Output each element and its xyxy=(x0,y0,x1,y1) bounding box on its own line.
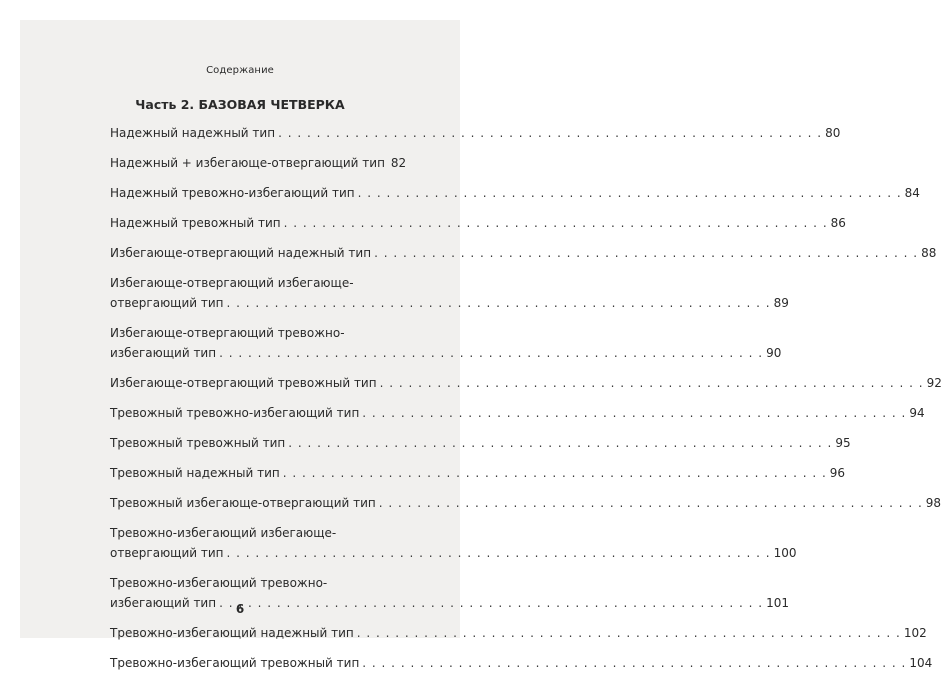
toc-page-number: 86 xyxy=(830,216,846,230)
toc-entry xyxy=(110,373,942,393)
toc-entry xyxy=(110,653,933,673)
toc-page-number: 101 xyxy=(766,596,790,610)
dot-leader xyxy=(283,463,827,483)
toc-entry-title-line: Тревожно-избегающий тревожно- xyxy=(110,576,328,590)
toc-entry-title: Тревожно-избегающий надежный тип xyxy=(110,626,354,640)
toc-entry-title: Надежный тревожный тип xyxy=(110,216,281,230)
toc-entry-title: Тревожный тревожный тип xyxy=(110,436,286,450)
toc-page-number: 84 xyxy=(904,186,920,200)
toc-entry xyxy=(110,213,846,233)
toc-entry xyxy=(110,183,920,203)
toc-entry-title: отвергающий тип xyxy=(110,296,224,310)
dot-leader xyxy=(374,243,918,263)
toc-page-number: 82 xyxy=(390,156,407,170)
toc-entry-title: Избегающе-отвергающий надежный тип xyxy=(110,246,372,260)
toc-entry-title: Тревожно-избегающий тревожный тип xyxy=(110,656,360,670)
toc-page-number: 89 xyxy=(773,296,789,310)
toc-entry xyxy=(110,433,851,453)
page-number: 6 xyxy=(235,602,245,616)
toc-entry xyxy=(110,243,937,263)
toc-page-number: 92 xyxy=(926,376,942,390)
toc-entry xyxy=(110,493,942,513)
dot-leader xyxy=(380,373,924,393)
toc-entry xyxy=(110,273,789,313)
book-page xyxy=(20,20,942,670)
toc-page-number: 104 xyxy=(909,656,933,670)
dot-leader xyxy=(358,183,902,203)
part-title: Часть 2. БАЗОВАЯ ЧЕТВЕРКА xyxy=(135,97,345,112)
toc-page-number: 88 xyxy=(921,246,937,260)
toc-entry-title-line: Избегающе-отвергающий тревожно- xyxy=(110,326,345,340)
toc-entry-title: Надежный + избегающе-отвергающий тип xyxy=(110,156,385,170)
toc-entry-title-line: Избегающе-отвергающий избегающе- xyxy=(110,276,354,290)
dot-leader xyxy=(362,403,906,423)
table-of-contents xyxy=(110,123,942,683)
toc-entry xyxy=(110,523,797,563)
toc-page-number: 98 xyxy=(925,496,942,510)
toc-entry-title: Надежный тревожно-избегающий тип xyxy=(110,186,355,200)
dot-leader xyxy=(357,623,901,643)
toc-entry xyxy=(110,403,925,423)
toc-entry-title: избегающий тип xyxy=(110,596,217,610)
toc-page-number: 94 xyxy=(909,406,925,420)
toc-entry-title: Избегающе-отвергающий тревожный тип xyxy=(110,376,377,390)
dot-leader xyxy=(278,123,822,143)
toc-entry-title: Тревожный тревожно-избегающий тип xyxy=(110,406,360,420)
dot-leader xyxy=(284,213,828,233)
dot-leader xyxy=(219,343,763,363)
toc-entry-title: Тревожный избегающе-отвергающий тип xyxy=(110,496,376,510)
toc-entry xyxy=(110,463,846,483)
toc-page-number: 95 xyxy=(835,436,851,450)
toc-page-number: 96 xyxy=(829,466,846,480)
toc-page-number: 102 xyxy=(903,626,927,640)
toc-entry xyxy=(110,123,841,143)
toc-entry-title: избегающий тип xyxy=(110,346,217,360)
dot-leader xyxy=(362,653,906,673)
toc-entry xyxy=(110,323,782,363)
toc-entry-title-line: Тревожно-избегающий избегающе- xyxy=(110,526,337,540)
toc-entry-title: Тревожный надежный тип xyxy=(110,466,280,480)
toc-entry xyxy=(110,153,407,173)
toc-entry-title: Надежный надежный тип xyxy=(110,126,276,140)
dot-leader xyxy=(288,433,832,453)
dot-leader xyxy=(227,293,771,313)
toc-page-number: 100 xyxy=(773,546,797,560)
toc-entry-title: отвергающий тип xyxy=(110,546,224,560)
toc-page-number: 80 xyxy=(825,126,841,140)
toc-page-number: 90 xyxy=(766,346,782,360)
running-head: Содержание xyxy=(206,65,274,76)
toc-entry xyxy=(110,623,927,643)
dot-leader xyxy=(379,493,923,513)
dot-leader xyxy=(227,543,771,563)
